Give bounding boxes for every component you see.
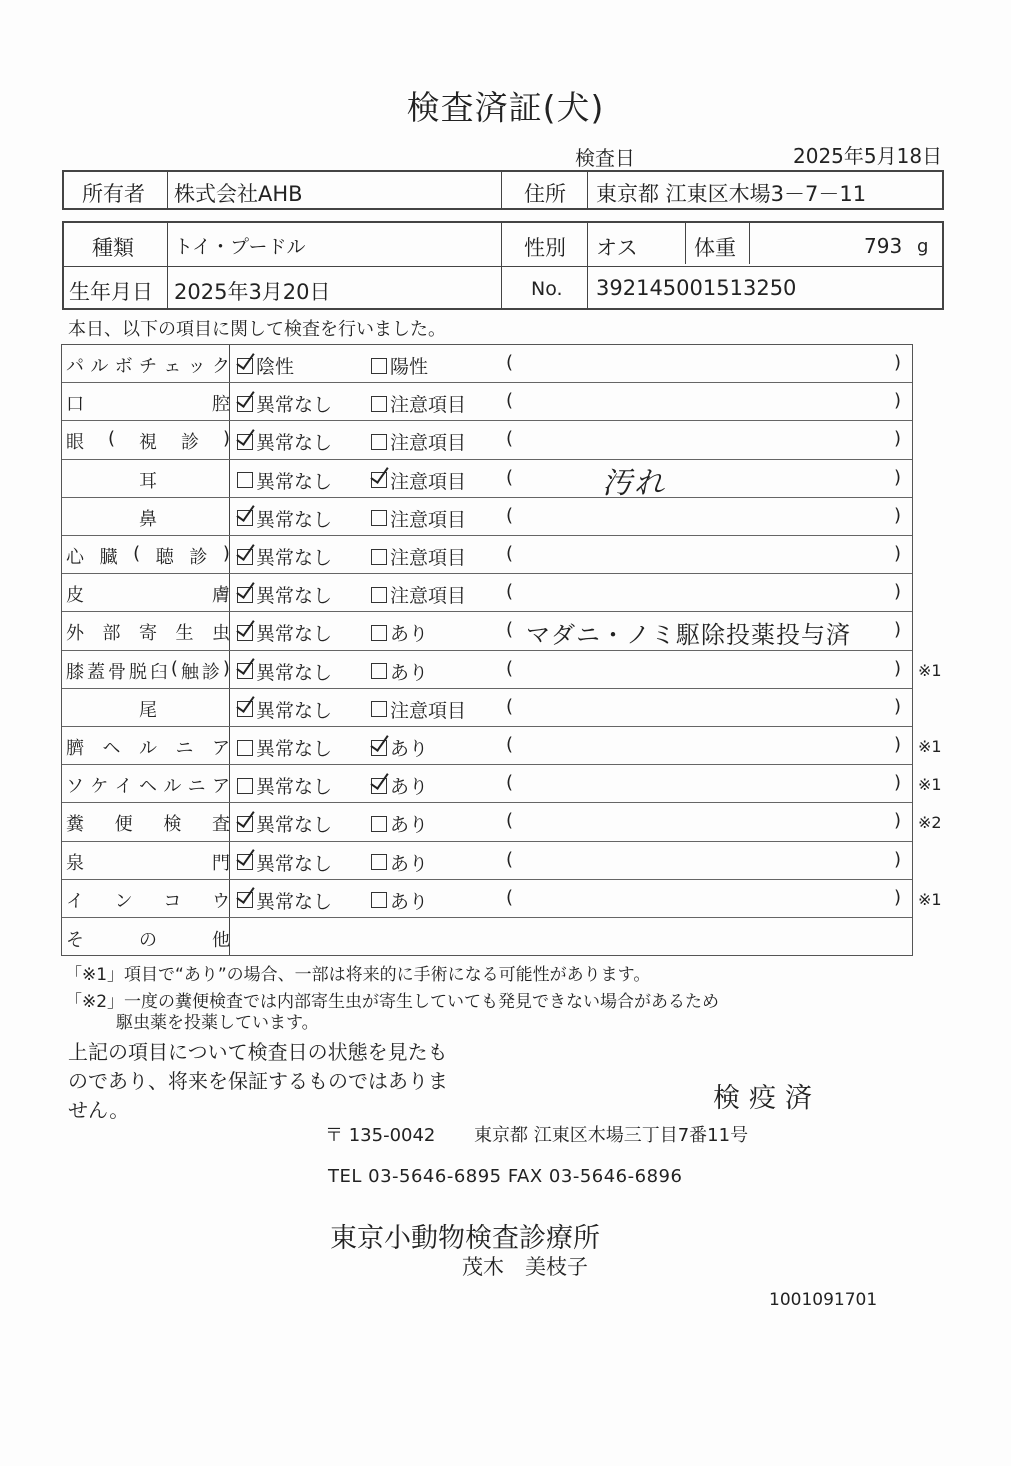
- breed-label: 種類: [92, 236, 134, 260]
- option-label: 注意項目: [390, 470, 467, 493]
- option-label: あり: [390, 738, 429, 760]
- option-normal[interactable]: [237, 696, 332, 723]
- checkbox[interactable]: [371, 778, 387, 794]
- paren-close: ): [894, 848, 902, 870]
- option-normal[interactable]: [237, 467, 332, 494]
- handwritten-note: 汚れ: [602, 465, 666, 501]
- option-label: 異常なし: [256, 699, 333, 722]
- paren-close: ): [894, 581, 902, 603]
- sex-label: 性別: [524, 236, 566, 260]
- checkbox[interactable]: [237, 587, 253, 603]
- option-abnormal[interactable]: [371, 467, 466, 494]
- checkbox[interactable]: [237, 472, 253, 488]
- option-label: 異常なし: [256, 394, 333, 417]
- clinic-postal: 〒 135-0042: [325, 1125, 436, 1146]
- checkbox[interactable]: [371, 549, 387, 565]
- option-abnormal[interactable]: [371, 352, 428, 379]
- paren-close: ): [894, 810, 902, 832]
- checkbox[interactable]: [237, 358, 253, 374]
- exam-row-label: 皮 膚: [66, 585, 230, 607]
- weight-value: 793: [864, 234, 903, 258]
- breed-value: トイ・プードル: [174, 236, 306, 258]
- exam-row: [62, 651, 942, 689]
- paren-open: (: [506, 810, 514, 832]
- checkbox[interactable]: [237, 740, 253, 756]
- option-normal[interactable]: [237, 428, 332, 455]
- paren-open: (: [506, 428, 514, 450]
- option-label: あり: [390, 776, 429, 799]
- disclaimer: 上記の項目について検査日の状態を見たものであり、将来を保証するものではありません。: [68, 1040, 448, 1122]
- option-label: 異常なし: [256, 814, 333, 837]
- exam-date-label: 検査日: [575, 146, 635, 170]
- clinic-name: 東京小動物検査診療所: [330, 1223, 600, 1254]
- checkbox[interactable]: [371, 740, 387, 756]
- option-label: 注意項目: [390, 432, 467, 455]
- checkbox[interactable]: [371, 510, 387, 526]
- weight-unit: g: [917, 236, 929, 257]
- paren-open: (: [506, 886, 514, 908]
- animal-info-table: [62, 221, 944, 310]
- intro-text: 本日、以下の項目に関して検査を行いました。: [68, 319, 446, 340]
- certificate-title: 検査済証(犬): [406, 88, 605, 127]
- paren-close: ): [894, 695, 902, 717]
- option-normal[interactable]: [237, 390, 332, 417]
- paren-close: ): [894, 352, 902, 373]
- option-label: 異常なし: [256, 508, 333, 531]
- option-label: 異常なし: [256, 547, 333, 569]
- option-abnormal[interactable]: [371, 428, 466, 455]
- exam-row-label: 泉 門: [66, 852, 230, 874]
- exam-row: [62, 765, 942, 803]
- option-label: 異常なし: [256, 890, 333, 913]
- owner-address-table: [62, 170, 944, 210]
- checkbox[interactable]: [237, 701, 253, 717]
- option-label: 注意項目: [390, 585, 467, 608]
- checkbox[interactable]: [371, 701, 387, 717]
- exam-row: [62, 689, 912, 727]
- option-abnormal[interactable]: [371, 810, 428, 837]
- exam-row-label: 耳: [139, 470, 157, 492]
- checkbox[interactable]: [237, 625, 253, 641]
- exam-results-table: [61, 344, 942, 956]
- exam-row: [62, 421, 912, 459]
- exam-row-label: 心 臓 ( 聴 診 ): [66, 543, 230, 568]
- exam-row-label: 臍 ヘ ル ニ ア: [66, 738, 230, 759]
- option-label: あり: [390, 852, 429, 875]
- paren-close: ): [894, 428, 902, 450]
- exam-row-label: 鼻: [139, 508, 157, 530]
- footnote-ref: ※1: [918, 660, 942, 680]
- option-label: 異常なし: [256, 661, 333, 684]
- option-abnormal[interactable]: [371, 696, 466, 723]
- paren-open: (: [506, 619, 514, 641]
- option-label: 異常なし: [256, 852, 333, 875]
- option-abnormal[interactable]: [371, 543, 466, 570]
- checkbox[interactable]: [237, 892, 253, 908]
- option-label: 異常なし: [256, 623, 333, 646]
- option-label: あり: [390, 890, 429, 913]
- footnote-ref: ※2: [918, 813, 942, 833]
- option-label: 異常なし: [256, 738, 333, 760]
- checkbox[interactable]: [371, 434, 387, 450]
- option-normal[interactable]: [237, 581, 332, 608]
- footnote-2: 「※2」一度の糞便検査では内部寄生虫が寄生していても発見できない場合があるため: [65, 992, 720, 1012]
- footnote-ref: ※1: [918, 889, 942, 909]
- paren-open: (: [506, 352, 514, 373]
- owner-value: 株式会社AHB: [174, 182, 303, 206]
- option-label: 注意項目: [390, 547, 467, 569]
- checkbox[interactable]: [237, 854, 253, 870]
- serial-number: 1001091701: [769, 1290, 878, 1310]
- option-label: 異常なし: [256, 585, 333, 608]
- footnote-ref: ※1: [918, 737, 942, 756]
- option-normal[interactable]: [237, 849, 332, 876]
- paren-open: (: [506, 581, 514, 603]
- exam-row-label: 糞 便 検 査: [66, 814, 230, 836]
- paren-close: ): [894, 543, 902, 564]
- option-abnormal[interactable]: [371, 887, 428, 914]
- option-normal[interactable]: [237, 734, 332, 761]
- exam-row-label: 眼 ( 視 診 ): [66, 428, 230, 454]
- no-label: No.: [531, 278, 563, 300]
- address-value: 東京都 江東区木場3－7－11: [596, 182, 867, 206]
- option-abnormal[interactable]: [371, 772, 428, 799]
- checkbox[interactable]: [237, 434, 253, 450]
- paren-close: ): [894, 466, 902, 488]
- exam-row-other: [62, 918, 912, 954]
- footnote-1: 「※1」項目で“あり”の場合、一部は将来的に手術になる可能性があります。: [65, 965, 651, 985]
- paren-open: (: [506, 466, 514, 488]
- exam-row: [62, 880, 942, 918]
- option-label: 注意項目: [390, 394, 467, 417]
- exam-row: [62, 727, 942, 765]
- option-abnormal[interactable]: [371, 581, 466, 608]
- quarantine-stamp: 検疫済: [713, 1083, 821, 1114]
- option-label: 異常なし: [256, 432, 333, 455]
- checkbox[interactable]: [371, 663, 387, 679]
- paren-open: (: [506, 504, 514, 526]
- exam-row-label: パ ル ボ チ ェ ッ ク: [66, 356, 230, 377]
- exam-row: [62, 345, 912, 383]
- doctor-name: 茂木 美枝子: [462, 1255, 588, 1279]
- paren-close: ): [894, 886, 902, 908]
- option-normal[interactable]: [237, 658, 332, 685]
- paren-open: (: [506, 543, 514, 564]
- paren-open: (: [506, 390, 514, 412]
- checkbox[interactable]: [237, 778, 253, 794]
- exam-row: [62, 498, 912, 536]
- address-label: 住所: [524, 182, 566, 206]
- paren-open: (: [506, 734, 514, 755]
- checkbox[interactable]: [371, 816, 387, 832]
- no-value: 392145001513250: [596, 276, 797, 300]
- footnote-ref: ※1: [918, 775, 942, 795]
- paren-close: ): [894, 619, 902, 641]
- option-abnormal[interactable]: [371, 849, 428, 876]
- paren-open: (: [506, 657, 514, 679]
- clinic-phone-fax: TEL 03-5646-6895 FAX 03-5646-6896: [328, 1166, 683, 1187]
- checkbox[interactable]: [237, 663, 253, 679]
- paren-open: (: [506, 695, 514, 717]
- exam-row-label: 外 部 寄 生 虫: [66, 623, 230, 645]
- footnote-2-cont: 駆虫薬を投薬しています。: [116, 1013, 319, 1033]
- option-label: あり: [390, 814, 429, 837]
- owner-label: 所有者: [82, 182, 145, 206]
- checkbox[interactable]: [371, 587, 387, 603]
- exam-row-label: 口 腔: [66, 394, 230, 416]
- option-label: 陽性: [390, 356, 429, 378]
- paren-open: (: [506, 848, 514, 870]
- option-abnormal[interactable]: [371, 619, 428, 646]
- checkbox[interactable]: [371, 396, 387, 412]
- option-label: 陰性: [256, 356, 295, 378]
- paren-close: ): [894, 657, 902, 679]
- exam-row: [62, 612, 912, 650]
- option-abnormal[interactable]: [371, 734, 428, 761]
- exam-row-label: 尾: [139, 699, 157, 721]
- option-normal[interactable]: [237, 505, 332, 532]
- checkbox[interactable]: [371, 892, 387, 908]
- exam-row-label: ソ ケ イ ヘ ル ニ ア: [66, 776, 230, 798]
- exam-row: [62, 460, 912, 501]
- dob-value: 2025年3月20日: [174, 280, 331, 304]
- paren-close: ): [894, 772, 902, 794]
- checkbox[interactable]: [371, 358, 387, 374]
- exam-row: [62, 803, 942, 841]
- checkbox[interactable]: [237, 510, 253, 526]
- exam-row: [62, 536, 912, 574]
- option-normal[interactable]: [237, 810, 332, 837]
- checkbox[interactable]: [371, 472, 387, 488]
- paren-open: (: [506, 772, 514, 794]
- option-abnormal[interactable]: [371, 390, 466, 417]
- option-abnormal[interactable]: [371, 658, 428, 685]
- option-normal[interactable]: [237, 543, 332, 570]
- paren-close: ): [894, 504, 902, 526]
- paren-close: ): [894, 390, 902, 412]
- weight-label: 体重: [694, 236, 736, 260]
- checkbox[interactable]: [237, 396, 253, 412]
- option-label: あり: [390, 623, 429, 646]
- dob-label: 生年月日: [69, 280, 153, 304]
- option-abnormal[interactable]: [371, 505, 466, 532]
- checkbox[interactable]: [371, 625, 387, 641]
- option-label: 注意項目: [390, 508, 467, 531]
- exam-row: [62, 574, 912, 612]
- option-label: 異常なし: [256, 470, 333, 493]
- sex-value: オス: [596, 236, 638, 260]
- paren-close: ): [894, 734, 902, 755]
- checkbox[interactable]: [237, 549, 253, 565]
- option-label: 異常なし: [256, 776, 333, 799]
- option-label: 注意項目: [390, 699, 467, 722]
- exam-row-label: そ の 他: [66, 930, 230, 951]
- exam-date: 2025年5月18日: [793, 144, 943, 168]
- clinic-address: 東京都 江東区木場三丁目7番11号: [474, 1125, 749, 1146]
- option-normal[interactable]: [237, 772, 332, 799]
- exam-row: [62, 842, 912, 880]
- exam-row: [62, 383, 912, 421]
- checkbox[interactable]: [237, 816, 253, 832]
- option-label: あり: [390, 661, 429, 684]
- exam-row-label: イ ン コ ウ: [66, 890, 230, 912]
- exam-row-label: 膝 蓋 骨 脱 臼 ( 触 診 ): [66, 657, 230, 683]
- checkbox[interactable]: [371, 854, 387, 870]
- option-normal[interactable]: [237, 352, 294, 379]
- option-normal[interactable]: [237, 619, 332, 646]
- option-normal[interactable]: [237, 887, 332, 914]
- exam-note: マダニ・ノミ駆除投薬投与済: [526, 621, 851, 650]
